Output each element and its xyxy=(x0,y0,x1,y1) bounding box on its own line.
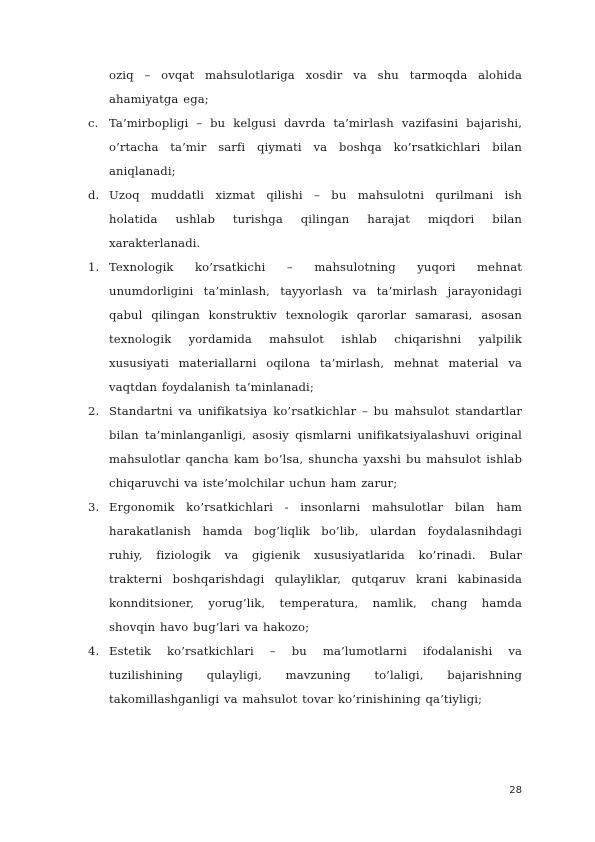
list-item xyxy=(88,639,522,711)
page-number: 28 xyxy=(509,785,522,796)
list-item-text: Ta’mirbopligi – bu kelgusi davrda ta’mirlash vazifasini bajarishi, o’rtacha ta’mir sarfi qiymati va boshqa ko’rsatkichlari bilan aniqlanadi; xyxy=(109,116,522,178)
list-item xyxy=(88,63,522,111)
list-marker: d. xyxy=(88,188,100,202)
list-marker: 1. xyxy=(88,260,100,274)
content-list xyxy=(88,63,522,711)
list-item-text: Estetik ko’rsatkichlari – bu ma’lumotlarni ifodalanishi va tuzilishining qulayligi, mavzuning to’laligi, bajarishning takomillashganligi va mahsulot tovar ko’rinishining qa’tiyligi; xyxy=(109,644,522,706)
list-item xyxy=(88,255,522,399)
list-item xyxy=(88,399,522,495)
list-item-text: oziq – ovqat mahsulotlariga xosdir va shu tarmoqda alohida ahamiyatga ega; xyxy=(109,68,522,106)
list-item-text: Uzoq muddatli xizmat qilishi – bu mahsulotni qurilmani ish holatida ushlab turishga qilingan harajat miqdori bilan xarakterlanadi. xyxy=(109,188,522,250)
list-item xyxy=(88,111,522,183)
list-item xyxy=(88,183,522,255)
list-item-text: Ergonomik ko’rsatkichlari - insonlarni mahsulotlar bilan ham harakatlanish hamda bog’liqlik bo’lib, ulardan foydalasnihdagi ruhiy, fiziologik va gigienik xususiyatlarida ko’rinadi. Bular trakterni boshqarishdagi qulayliklar, qutqaruv krani kabinasida konnditsioner, yorug’lik, temperatura, namlik, chang hamda shovqin havo bug’lari va hakozo; xyxy=(109,500,522,634)
list-marker: 2. xyxy=(88,404,100,418)
list-marker: 4. xyxy=(88,644,100,658)
list-item xyxy=(88,495,522,639)
list-marker: 3. xyxy=(88,500,100,514)
list-marker: c. xyxy=(88,116,99,130)
list-item-text: Texnologik ko’rsatkichi – mahsulotning yuqori mehnat unumdorligini ta’minlash, tayyorlash va ta’mirlash jarayonidagi qabul qilingan konstruktiv texnologik qarorlar samarasi, asosan texnologik yordamida mahsulot ishlab chiqarishni yalpilik xususiyati materiallarni oqilona ta’mirlash, mehnat material va vaqtdan foydalanish ta’minlanadi; xyxy=(109,260,522,394)
list-item-text: Standartni va unifikatsiya ko’rsatkichlar – bu mahsulot standartlar bilan ta’minlanganligi, asosiy qismlarni unifikatsiyalashuvi original mahsulotlar qancha kam bo’lsa, shuncha yaxshi bu mahsulot ishlab chiqaruvchi va iste’molchilar uchun ham zarur; xyxy=(109,404,522,490)
